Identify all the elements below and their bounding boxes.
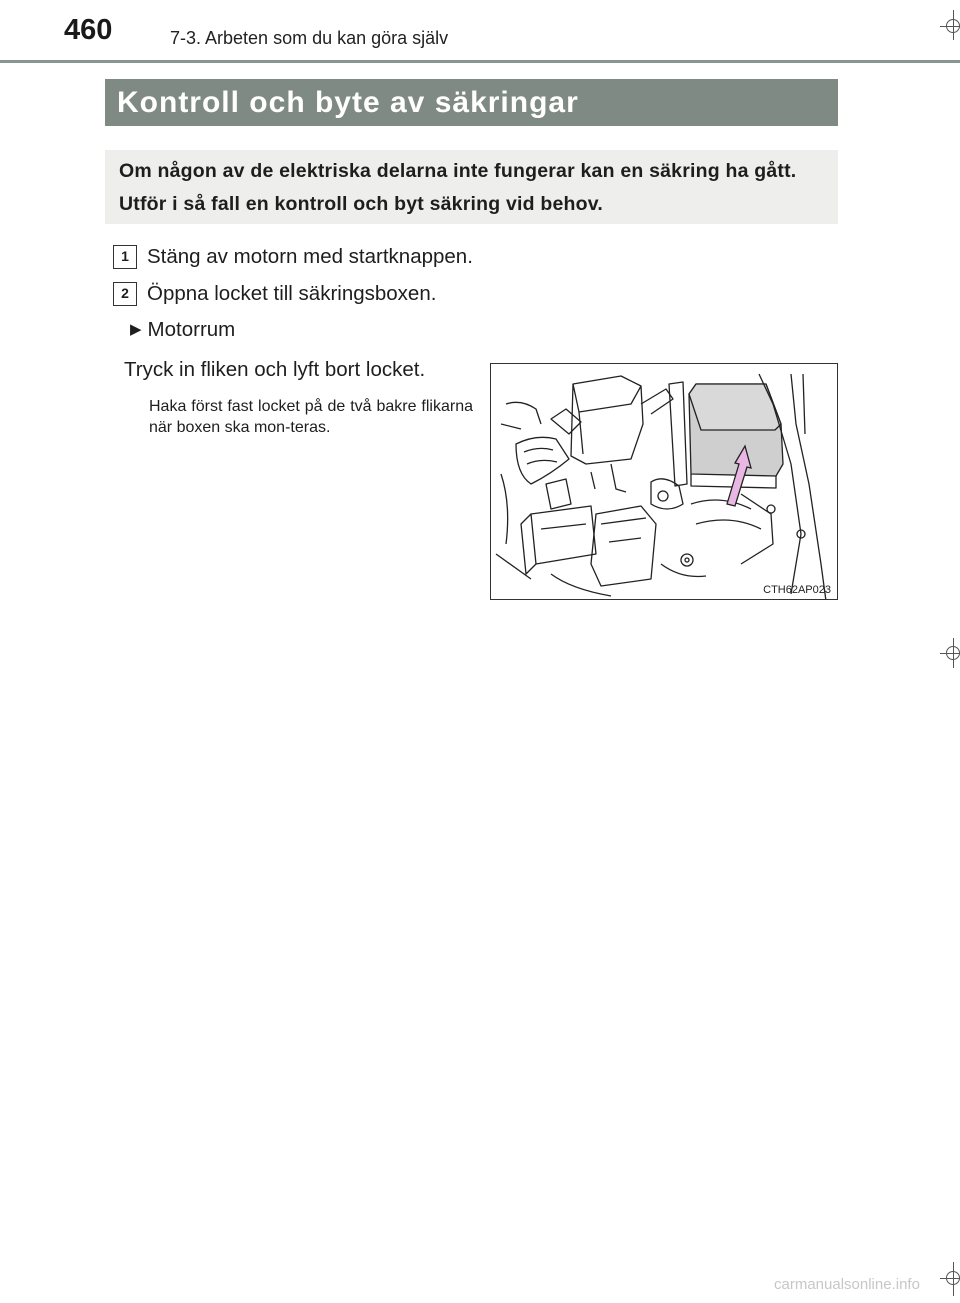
- note-text: Haka först fast locket på de två bakre flikarna när boxen ska mon-teras.: [149, 398, 473, 436]
- step-text: Stäng av motorn med startknappen.: [147, 245, 473, 268]
- step-number-badge: 1: [113, 245, 137, 269]
- chapter-title: 7-3. Arbeten som du kan göra själv: [170, 28, 449, 48]
- step-2: [113, 282, 436, 306]
- step-1: [113, 245, 473, 269]
- footer-watermark: carmanualsonline.info: [774, 1276, 920, 1293]
- triangle-right-icon: ▶: [130, 321, 142, 338]
- engine-drawing-icon: [491, 364, 838, 600]
- section-title: Kontroll och byte av säkringar: [105, 79, 838, 126]
- bullet-text: Motorrum: [147, 318, 236, 341]
- page-number: 460: [64, 14, 113, 46]
- intro-box: Om någon av de elektriska delarna inte fungerar kan en säkring ha gått. Utför i så fall en kontroll och byt säkring vid behov.: [105, 150, 838, 224]
- figure-code: CTH62AP023: [763, 584, 831, 596]
- step-text: Öppna locket till säkringsboxen.: [147, 282, 437, 305]
- header-rule: [0, 60, 960, 63]
- instruction-text: Tryck in fliken och lyft bort locket.: [124, 358, 426, 381]
- bullet-engine-compartment: [130, 318, 235, 342]
- engine-compartment-illustration: [490, 363, 838, 600]
- step-number-badge: 2: [113, 282, 137, 306]
